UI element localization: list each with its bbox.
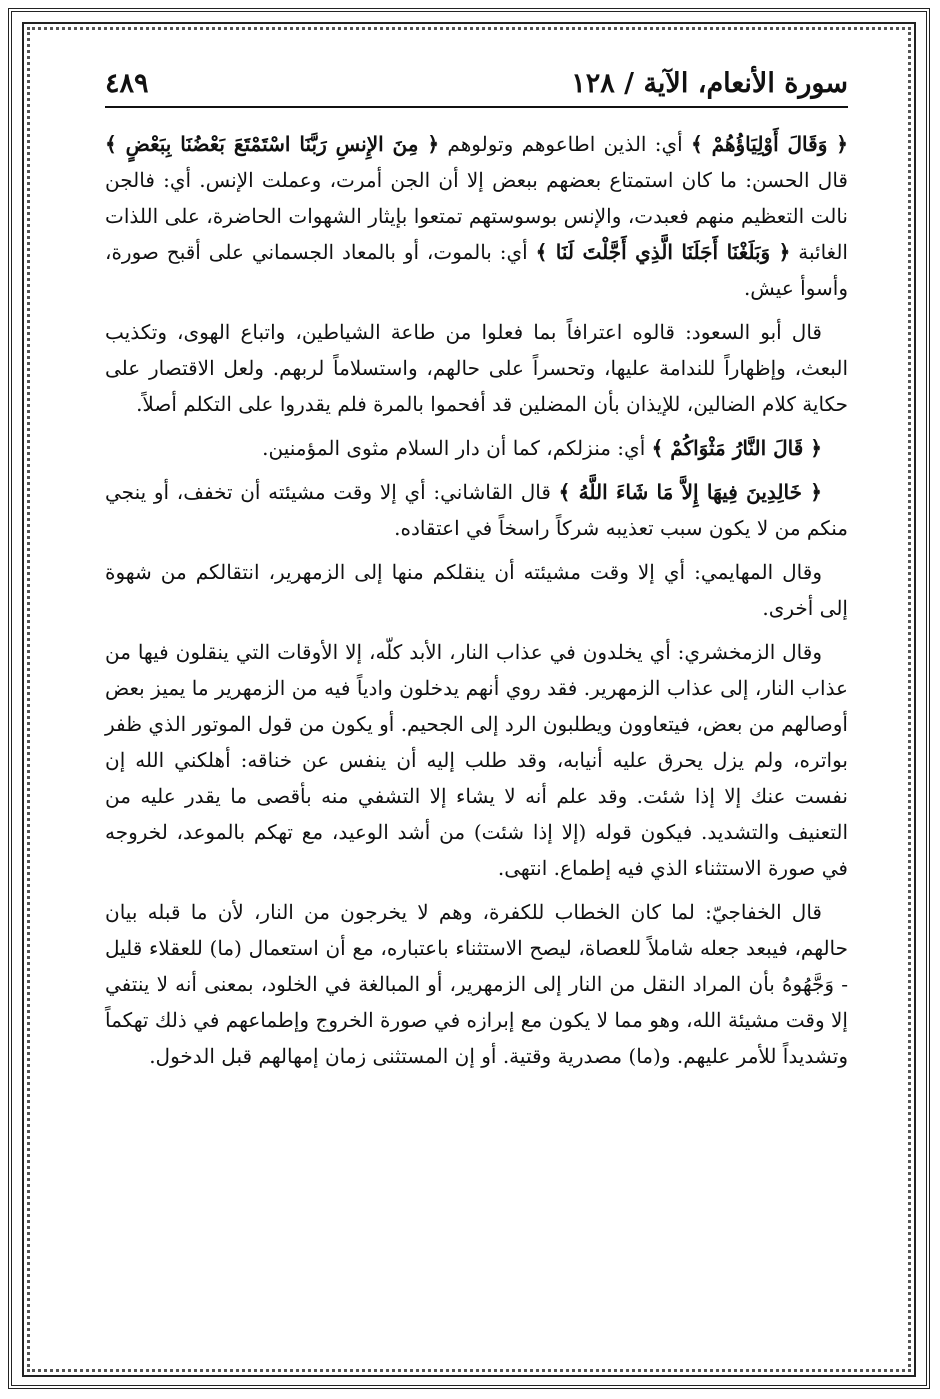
paragraph [105,126,848,306]
commentary-text: وقال الزمخشري: أي يخلدون في عذاب النار، الأبد كلّه، إلا الأوقات التي ينقلون فيها من عذاب النار، إلى عذاب الزمهرير. فقد روي أنهم يدخلون وادياً فيه من الزمهرير ما يميز بعض أوصالهم من بعض، فيتعاوون ويطلبون الرد إلى الجحيم. أو يكون من قول الموتور الذي ظفر بواتره، ولم يزل يحرق عليه أنيابه، وقد طلب إليه أن ينفس عن خناقه: أهلكني الله إن نفست عنك إلا إذا شئت. وقد علم أنه لا يشاء إلا التشفي منه بأقصى ما يقدر عليه من التعنيف والتشديد. فيكون قوله (إلا إذا شئت) من أشد الوعيد، مع تهكم بالموعد، لخروجه في صورة الاستثناء الذي فيه إطماع. انتهى. [105,640,848,880]
page-body [105,126,848,1082]
paragraph [105,430,848,466]
paragraph [105,314,848,422]
paragraph [105,474,848,546]
header-rule [105,106,848,108]
running-title: سورة الأنعام، الآية / ١٢٨ [571,68,848,99]
paragraph [105,634,848,886]
quran-verse: ﴿ قَالَ النَّارُ مَثْوَاكُمْ ﴾ [651,436,822,460]
quran-verse: ﴿ خَالِدِينَ فِيهَا إِلاَّ مَا شَاءَ اللَّهُ ﴾ [558,480,822,504]
commentary-text: قال أبو السعود: قالوه اعترافاً بما فعلوا من طاعة الشياطين، واتباع الهوى، وتكذيب البعث، وإظهاراً للندامة عليها، وتحسراً على حالهم، واستسلاماً لربهم. ولعل الاقتصار على حكاية كلام الضالين، للإيذان بأن المضلين قد أفحموا بالمرة فلم يقدروا على التكلم أصلاً. [105,320,848,416]
quran-verse: ﴿ وَقَالَ أَوْلِيَاؤُهُمْ ﴾ [691,132,848,156]
commentary-text: قال الخفاجيّ: لما كان الخطاب للكفرة، وهم لا يخرجون من النار، لأن ما قبله بيان حالهم، فيبعد جعله شاملاً للعصاة، ليصح الاستثناء باعتباره، مع أن استعمال (ما) للعقلاء قليل - وَجَّهُوهُ بأن المراد النقل من النار إلى الزمهرير، أو المبالغة في الخلود، بمعنى أنه لا ينتفي إلا وقت مشيئة الله، وهو مما لا يكون مع إبرازه في صورة الخروج وإطماعهم في ذلك تهكماً وتشديداً للأمر عليهم. و(ما) مصدرية وقتية. أو إن المستثنى زمان إمهالهم قبل الدخول. [105,900,849,1068]
paragraph [105,554,848,626]
paragraph [105,894,848,1074]
commentary-text: أي: بالموت، أو بالمعاد الجسماني على أقبح صورة، وأسوأ عيش. [105,240,848,300]
commentary-text: قال الحسن: ما كان استمتاع بعضهم ببعض إلا أن الجن أمرت، وعملت الإنس. أي: فالجن نالت التعظيم منهم فعبدت، والإنس بوسوستهم تمتعوا بإيثار الشهوات الحاضرة، على اللذات الغائبة [105,168,848,264]
commentary-text: أي: منزلكم، كما أن دار السلام مثوى المؤمنين. [262,436,652,460]
page-header [105,62,848,108]
page-number: ٤٨٩ [105,68,149,99]
commentary-text: قال القاشاني: أي إلا وقت مشيئته أن تخفف، أو ينجي منكم من لا يكون سبب تعذيبه شركاً راسخاً في اعتقاده. [105,480,848,540]
commentary-text: وقال المهايمي: أي إلا وقت مشيئته أن ينقلكم منها إلى الزمهرير، انتقالكم من شهوة إلى أخرى. [105,560,848,620]
quran-verse: ﴿ وَبَلَغْنَا أَجَلَنَا الَّذِي أَجَّلْتَ لَنَا ﴾ [535,240,791,264]
commentary-text: أي: الذين اطاعوهم وتولوهم [439,132,692,156]
quran-verse: ﴿ مِنَ الإِنسِ رَبَّنَا اسْتَمْتَعَ بَعْضُنَا بِبَعْضٍ ﴾ [105,132,440,156]
